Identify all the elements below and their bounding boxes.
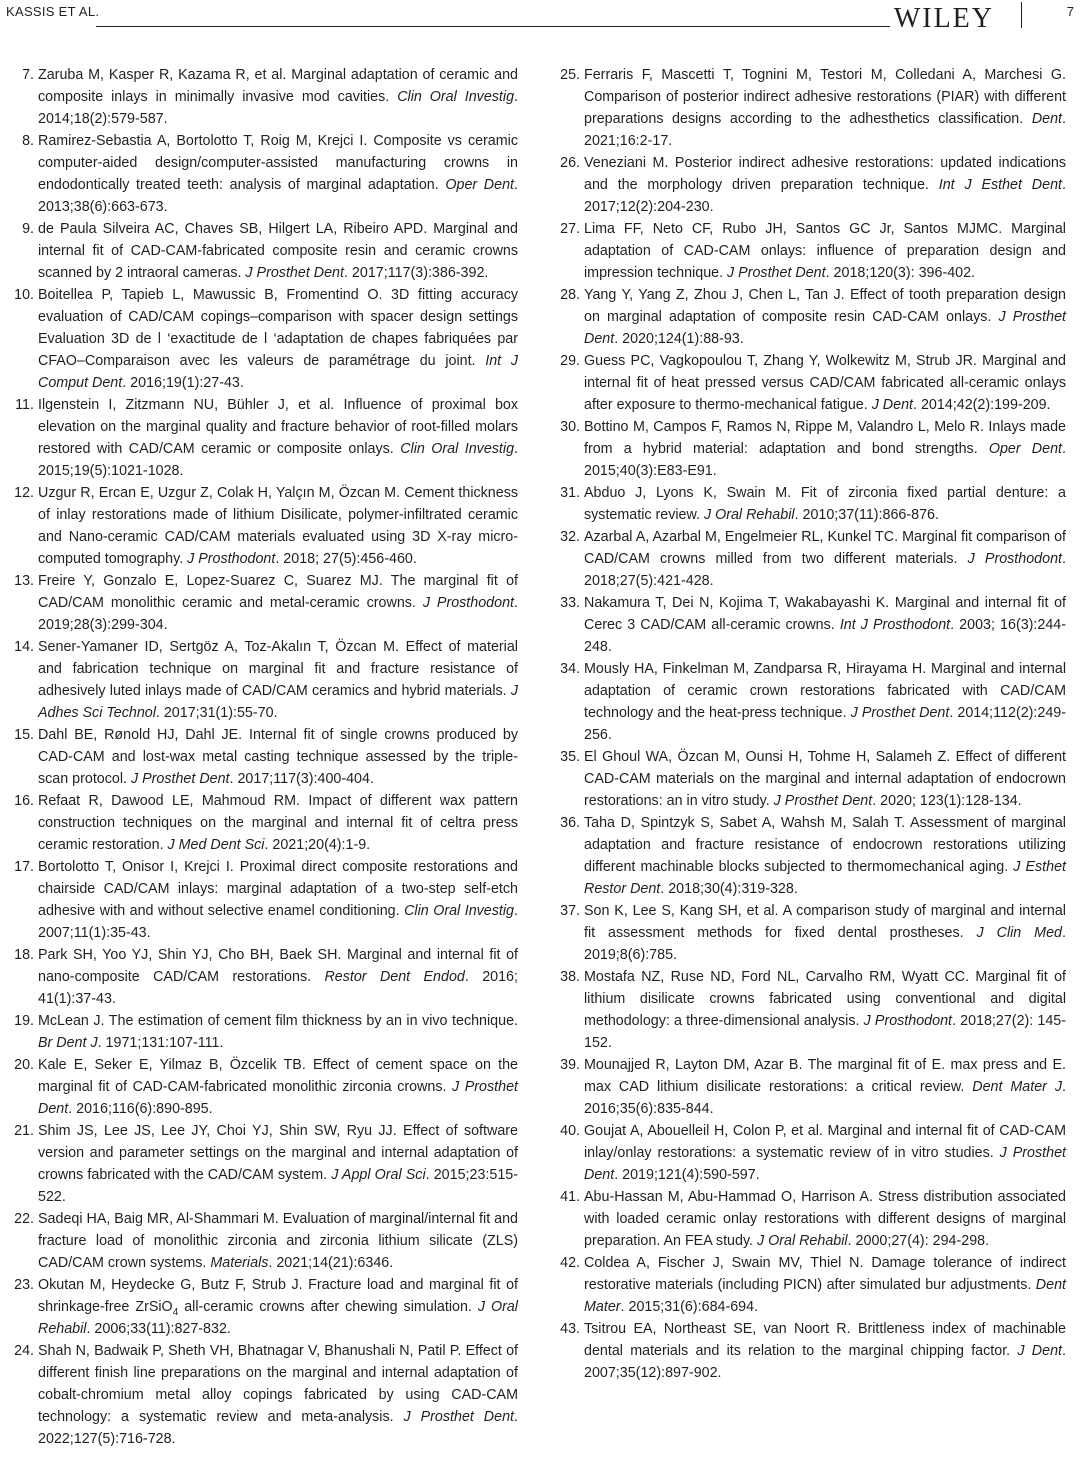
reference-authors-title: Lima FF, Neto CF, Rubo JH, Santos GC Jr, Santos MJMC. Marginal adaptation of CAD-CAM onlays: influence of preparation design and impression technique. (584, 221, 1066, 281)
reference-journal: J Oral Rehabil (757, 1233, 848, 1249)
reference-text (38, 1211, 518, 1271)
reference-authors-title: de Paula Silveira AC, Chaves SB, Hilgert LA, Ribeiro APD. Marginal and internal fit of CAD-CAM-fabricated composite resin and ceramic crowns scanned by 2 intraoral cameras. (38, 221, 518, 281)
reference-citation: . 2017;12(2):204-230. (584, 177, 1066, 215)
reference-journal: Br Dent J (38, 1035, 98, 1051)
reference-item (556, 658, 1066, 746)
reference-citation: . 2010;37(11):866-876. (794, 507, 939, 523)
reference-authors-title: Veneziani M. Posterior indirect adhesive restorations: updated indications and the morphology driven preparation technique. (584, 155, 1066, 193)
reference-text (38, 947, 518, 1007)
reference-authors-title: Taha D, Spintzyk S, Sabet A, Wahsh M, Salah T. Assessment of marginal adaptation and fracture resistance of endocrown restorations utilizing different machinable blocks subjected to thermomechanical aging. (584, 815, 1066, 875)
reference-number: 20. (14, 1057, 34, 1073)
reference-authors-title: Kale E, Seker E, Yilmaz B, Özcelik TB. Effect of cement space on the marginal fit of CAD-CAM-fabricated monolithic zirconia crowns. (38, 1057, 518, 1095)
reference-text (584, 419, 1066, 479)
reference-citation: . 2014;112(2):249-256. (584, 705, 1067, 743)
reference-citation: . 2007;11(1):35-43. (38, 903, 518, 941)
reference-citation: . 2006;33(11):827-832. (86, 1321, 231, 1337)
reference-number: 43. (560, 1321, 580, 1337)
reference-citation: . 2021;16:2-17. (584, 111, 1066, 149)
reference-authors-title: Bottino M, Campos F, Ramos N, Rippe M, Valandro L, Melo R. Inlays made from a hybrid material: adaptation and bond strengths. (584, 419, 1066, 457)
reference-authors-title: Azarbal A, Azarbal M, Engelmeier RL, Kunkel TC. Marginal fit comparison of CAD/CAM crowns milled from two different materials. (584, 529, 1066, 567)
reference-number: 42. (560, 1255, 580, 1271)
reference-item (556, 1054, 1066, 1120)
reference-journal: Restor Dent Endod (324, 969, 465, 985)
reference-text (584, 1057, 1066, 1117)
reference-citation: . 2000;27(4): 294-298. (847, 1233, 990, 1249)
reference-item (556, 592, 1066, 658)
reference-citation: . 2019;8(6):785. (584, 925, 1066, 963)
reference-text (38, 1013, 518, 1051)
reference-text (38, 573, 518, 633)
reference-text (584, 485, 1066, 523)
reference-text (38, 1057, 518, 1117)
reference-text (38, 793, 518, 853)
reference-item (556, 812, 1066, 900)
publisher-logo: WILEY (890, 3, 998, 35)
reference-journal: J Dent (871, 397, 914, 413)
reference-text (584, 155, 1066, 215)
running-head-authors: KASSIS ET AL. (6, 4, 100, 19)
reference-text (38, 287, 518, 391)
reference-number: 9. (22, 221, 34, 237)
reference-authors-title: Shah N, Badwaik P, Sheth VH, Bhatnagar V, Bhanushali N, Patil P. Effect of different finish line preparations on the marginal and internal adaptation of cobalt-chromium metal alloy copings fabricated by using CAD-CAM technology: a systematic review and meta-analysis. (38, 1343, 518, 1425)
reference-number: 41. (560, 1189, 580, 1205)
reference-authors-title: McLean J. The estimation of cement film thickness by an in vivo technique. (38, 1013, 518, 1029)
reference-journal: J Prosthet Dent (727, 265, 826, 281)
reference-citation: . 2016; 41(1):37-43. (38, 969, 518, 1007)
reference-authors-title: Guess PC, Vagkopoulou T, Zhang Y, Wolkewitz M, Strub JR. Marginal and internal fit of heat pressed versus CAD/CAM fabricated all-ceramic onlays after exposure to thermo-mechanical fatigue. (584, 353, 1066, 413)
reference-text (584, 661, 1066, 743)
reference-citation: . 2017;117(3):400-404. (229, 771, 374, 787)
reference-journal: Dent Mater (584, 1277, 1066, 1315)
reference-citation: . 2022;127(5):716-728. (38, 1409, 518, 1447)
reference-text (584, 749, 1066, 809)
reference-journal: Materials (210, 1255, 269, 1271)
reference-citation: . 2015;31(6):684-694. (620, 1299, 759, 1315)
reference-number: 33. (560, 595, 580, 611)
reference-number: 25. (560, 67, 580, 83)
reference-citation: . 2007;35(12):897-902. (584, 1343, 1066, 1381)
reference-number: 40. (560, 1123, 580, 1139)
reference-number: 11. (15, 397, 34, 413)
reference-journal: J Prosthet Dent (584, 1145, 1066, 1183)
reference-number: 21. (14, 1123, 34, 1139)
reference-text (38, 1343, 518, 1447)
reference-item (10, 944, 518, 1010)
reference-item (556, 218, 1066, 284)
reference-citation: . 2021;20(4):1-9. (264, 837, 371, 853)
reference-citation: . 2021;14(21):6346. (268, 1255, 394, 1271)
reference-text (38, 1123, 518, 1205)
reference-citation: . 2017;31(1):55-70. (155, 705, 278, 721)
reference-number: 14. (14, 639, 34, 655)
reference-item (556, 526, 1066, 592)
reference-text (584, 1255, 1066, 1315)
reference-number: 10. (14, 287, 34, 303)
header-separator (1021, 2, 1022, 28)
reference-journal: Dent Mater J (972, 1079, 1063, 1095)
reference-authors-title: Mounajjed R, Layton DM, Azar B. The marginal fit of E. max press and E. max CAD lithium disilicate restorations: a critical review. (584, 1057, 1066, 1095)
reference-authors-title: Shim JS, Lee JS, Lee JY, Choi YJ, Shin SW, Ryu JJ. Effect of software version and parameter settings on the marginal and internal adaptation of crowns fabricated with the CAD/CAM system. (38, 1123, 518, 1183)
reference-text (584, 1189, 1066, 1249)
reference-journal: Clin Oral Investig (404, 903, 514, 919)
reference-journal: J Clin Med (976, 925, 1062, 941)
reference-journal: J Prosthet Dent (38, 1079, 518, 1117)
reference-item (10, 482, 518, 570)
reference-item (556, 1252, 1066, 1318)
reference-journal: Clin Oral Investig (400, 441, 515, 457)
reference-authors-title: Coldea A, Fischer J, Swain MV, Thiel N. Damage tolerance of indirect restorative materials (including PICN) after simulated bur adjustments. (584, 1255, 1066, 1293)
reference-item (10, 218, 518, 284)
reference-number: 17. (14, 859, 34, 875)
reference-authors-title: Abduo J, Lyons K, Swain M. Fit of zirconia fixed partial denture: a systematic review. (584, 485, 1066, 523)
reference-text (584, 1321, 1066, 1381)
reference-item (556, 1186, 1066, 1252)
reference-text (584, 815, 1066, 897)
reference-text (584, 529, 1066, 589)
reference-journal: J Prosthet Dent (850, 705, 950, 721)
reference-item (556, 482, 1066, 526)
reference-item (556, 1120, 1066, 1186)
reference-journal: J Med Dent Sci (167, 837, 265, 853)
reference-citation: . 2020;124(1):88-93. (614, 331, 744, 347)
reference-citation: . 2018;27(5):421-428. (584, 551, 1066, 589)
reference-journal: J Prosthodont (187, 551, 276, 567)
reference-journal: Oper Dent (988, 441, 1062, 457)
reference-item (556, 350, 1066, 416)
reference-citation: . 2019;28(3):299-304. (38, 595, 518, 633)
reference-citation: . 2015;23:515-522. (38, 1167, 518, 1205)
reference-item (556, 64, 1066, 152)
reference-item (10, 1054, 518, 1120)
reference-journal: J Prosthet Dent (245, 265, 344, 281)
reference-journal: J Esthet Restor Dent (584, 859, 1066, 897)
reference-item (10, 1120, 518, 1208)
reference-number: 29. (560, 353, 580, 369)
reference-number: 26. (560, 155, 580, 171)
reference-journal: J Appl Oral Sci (331, 1167, 426, 1183)
reference-text (38, 859, 518, 941)
reference-number: 15. (14, 727, 34, 743)
reference-item (10, 64, 518, 130)
reference-item (10, 1274, 518, 1340)
reference-number: 30. (560, 419, 580, 435)
references-column-left (10, 64, 518, 1450)
reference-item (10, 284, 518, 394)
reference-citation: . 2018;27(2): 145-152. (584, 1013, 1067, 1051)
reference-authors-title: Freire Y, Gonzalo E, Lopez-Suarez C, Suarez MJ. The marginal fit of CAD/CAM monolithic ceramic and metal-ceramic crowns. (38, 573, 518, 611)
reference-authors-title: Mously HA, Finkelman M, Zandparsa R, Hirayama H. Marginal and internal adaptation of ceramic crown restorations fabricated with CAD/CAM technology and the heat-press technique. (584, 661, 1066, 721)
reference-authors-title: Bortolotto T, Onisor I, Krejci I. Proximal direct composite restorations and chairside CAD/CAM inlays: marginal adaptation of a two-step self-etch adhesive with and without selective enamel conditioning. (38, 859, 518, 919)
reference-item (10, 856, 518, 944)
reference-number: 18. (14, 947, 34, 963)
reference-number: 35. (560, 749, 580, 765)
reference-authors-title: Park SH, Yoo YJ, Shin YJ, Cho BH, Baek SH. Marginal and internal fit of nano-composite CAD/CAM restorations. (38, 947, 518, 985)
reference-number: 32. (560, 529, 580, 545)
reference-title-continued: all-ceramic crowns after chewing simulation. (178, 1299, 478, 1315)
reference-text (38, 639, 518, 721)
reference-text (584, 969, 1066, 1051)
reference-item (556, 746, 1066, 812)
reference-item (556, 152, 1066, 218)
reference-authors-title: Goujat A, Abouelleil H, Colon P, et al. Marginal and internal fit of CAD-CAM inlay/onlay restorations: a systematic review of in vitro studies. (584, 1123, 1066, 1161)
reference-citation: . 2016;35(6):835-844. (584, 1079, 1066, 1117)
reference-authors-title: Abu-Hassan M, Abu-Hammad O, Harrison A. Stress distribution associated with loaded ceramic onlay restorations with different designs of marginal preparation. An FEA study. (584, 1189, 1066, 1249)
reference-journal: J Oral Rehabil (703, 507, 795, 523)
reference-text (584, 903, 1066, 963)
reference-number: 24. (14, 1343, 34, 1359)
reference-authors-title: Nakamura T, Dei N, Kojima T, Wakabayashi K. Marginal and internal fit of Cerec 3 CAD/CAM all-ceramic crowns. (584, 595, 1066, 633)
reference-number: 39. (560, 1057, 580, 1073)
reference-item (10, 724, 518, 790)
reference-text (584, 1123, 1066, 1183)
reference-number: 7. (22, 67, 34, 83)
references-column-right (556, 64, 1066, 1384)
reference-text (584, 595, 1066, 655)
reference-item (10, 570, 518, 636)
reference-number: 38. (560, 969, 580, 985)
reference-number: 8. (22, 133, 34, 149)
reference-journal: J Prosthet Dent (584, 309, 1067, 347)
reference-text (38, 1277, 518, 1337)
reference-text (584, 67, 1066, 149)
reference-citation: . 2014;18(2):579-587. (38, 89, 519, 127)
reference-citation: . 2015;40(3):E83-E91. (584, 441, 1066, 479)
reference-authors-title: Okutan M, Heydecke G, Butz F, Strub J. Fracture load and marginal fit of shrinkage-free ZrSiO (38, 1277, 518, 1315)
reference-journal: J Dent (1017, 1343, 1063, 1359)
reference-journal: J Adhes Sci Technol (38, 683, 518, 721)
reference-authors-title: Sener-Yamaner ID, Sertgöz A, Toz-Akalın T, Özcan M. Effect of material and fabrication technique on marginal fit and fracture resistance of adhesively luted inlays made of CAD/CAM ceramics and hybrid materials. (38, 639, 518, 699)
reference-authors-title: Son K, Lee S, Kang SH, et al. A comparison study of marginal and internal fit assessment methods for fixed dental prostheses. (584, 903, 1066, 941)
reference-citation: . 2015;19(5):1021-1028. (38, 441, 519, 479)
reference-item (10, 1340, 518, 1450)
reference-number: 16. (14, 793, 34, 809)
reference-authors-title: Uzgur R, Ercan E, Uzgur Z, Colak H, Yalçın M, Özcan M. Cement thickness of inlay restorations made of lithium Disilicate, polymer-infiltrated ceramic and Nano-ceramic CAD/CAM materials evaluated using 3D X-ray micro-computed tomography. (38, 485, 518, 567)
reference-citation: . 2018;120(3): 396-402. (825, 265, 976, 281)
reference-item (10, 1208, 518, 1274)
reference-item (556, 900, 1066, 966)
reference-citation: . 2018; 27(5):456-460. (275, 551, 417, 567)
reference-journal: Int J Esthet Dent (938, 177, 1063, 193)
reference-item (10, 1010, 518, 1054)
reference-item (556, 1318, 1066, 1384)
reference-citation: . 2018;30(4):319-328. (660, 881, 798, 897)
reference-journal: Oper Dent (445, 177, 515, 193)
reference-number: 13. (14, 573, 34, 589)
reference-text (38, 221, 518, 281)
reference-journal: Int J Comput Dent (38, 353, 518, 391)
reference-text (38, 485, 518, 567)
reference-number: 12. (14, 485, 34, 501)
reference-item (10, 394, 518, 482)
reference-citation: . 2017;117(3):386-392. (343, 265, 489, 281)
reference-authors-title: Ilgenstein I, Zitzmann NU, Bühler J, et al. Influence of proximal box elevation on the marginal quality and fracture behavior of root-filled molars restored with CAD/CAM ceramic or composite onlays. (38, 397, 518, 457)
reference-authors-title: Sadeqi HA, Baig MR, Al-Shammari M. Evaluation of marginal/internal fit and fracture load of monolithic zirconia and zirconia lithium silicate (ZLS) CAD/CAM crown systems. (38, 1211, 518, 1271)
reference-text (38, 397, 518, 479)
reference-journal: J Prosthodont (863, 1013, 953, 1029)
reference-journal: Int J Prosthodont (839, 617, 951, 633)
reference-authors-title: Dahl BE, Rønold HJ, Dahl JE. Internal fit of single crowns produced by CAD-CAM and lost-wax metal casting technique assessed by the triple-scan protocol. (38, 727, 518, 787)
reference-authors-title: Refaat R, Dawood LE, Mahmoud RM. Impact of different wax pattern construction techniques on the marginal and internal fit of celtra press ceramic restoration. (38, 793, 518, 853)
reference-item (10, 790, 518, 856)
reference-number: 37. (560, 903, 580, 919)
reference-number: 19. (14, 1013, 34, 1029)
reference-authors-title: Boitellea P, Tapieb L, Mawussic B, Fromentind O. 3D fitting accuracy evaluation of CAD/CAM copings–comparison with spacer design settings Evaluation 3D de l ‘exactitude de l ‘adaptation de chapes fabriquées par CFAO–Comparaison avec les valeurs de paramétrage du joint. (38, 287, 518, 369)
reference-journal: J Prosthodont (967, 551, 1063, 567)
reference-journal: J Prosthodont (422, 595, 515, 611)
reference-number: 27. (560, 221, 580, 237)
reference-authors-title: Ramirez-Sebastia A, Bortolotto T, Roig M, Krejci I. Composite vs ceramic computer-aided design/computer-assisted manufacturing crowns in endodontically treated teeth: analysis of marginal adaptation. (38, 133, 518, 193)
reference-subscript: 4 (172, 1306, 179, 1318)
reference-citation: . 2020; 123(1):128-134. (872, 793, 1022, 809)
reference-text (38, 133, 518, 215)
reference-citation: . 2014;42(2):199-209. (913, 397, 1051, 413)
reference-item (10, 636, 518, 724)
reference-journal: J Prosthet Dent (773, 793, 873, 809)
reference-citation: . 2016;116(6):890-895. (68, 1101, 213, 1117)
reference-authors-title: Yang Y, Yang Z, Zhou J, Chen L, Tan J. Effect of tooth preparation design on marginal adaptation of composite resin CAD-CAM onlays. (584, 287, 1066, 325)
reference-citation: . 2003; 16(3):244-248. (584, 617, 1067, 655)
reference-authors-title: El Ghoul WA, Özcan M, Ounsi H, Tohme H, Salameh Z. Effect of different CAD-CAM materials on the marginal and internal adaptation of endocrown restorations: an in vitro study. (584, 749, 1066, 809)
reference-item (556, 966, 1066, 1054)
reference-item (556, 416, 1066, 482)
reference-journal: Dent (1031, 111, 1063, 127)
reference-citation: . 2019;121(4):590-597. (614, 1167, 760, 1183)
reference-number: 28. (560, 287, 580, 303)
page-header (0, 0, 1080, 36)
reference-authors-title: Ferraris F, Mascetti T, Tognini M, Testori M, Colledani A, Marchesi G. Comparison of posterior indirect adhesive restorations (PIAR) with different preparations designs according to the adhesthetics classification. (584, 67, 1066, 127)
reference-citation: . 2013;38(6):663-673. (38, 177, 518, 215)
reference-authors-title: Tsitrou EA, Northeast SE, van Noort R. Brittleness index of machinable dental materials and its relation to the marginal chipping factor. (584, 1321, 1066, 1359)
reference-item (556, 284, 1066, 350)
reference-number: 36. (560, 815, 580, 831)
reference-item (10, 130, 518, 218)
header-rule (96, 26, 988, 27)
reference-journal: J Oral Rehabil (38, 1299, 518, 1337)
page-number: 7 (1066, 4, 1074, 19)
reference-authors-title: Zaruba M, Kasper R, Kazama R, et al. Marginal adaptation of ceramic and composite inlays in minimally invasive mod cavities. (38, 67, 518, 105)
reference-journal: J Prosthet Dent (403, 1409, 515, 1425)
reference-citation: . 2016;19(1):27-43. (122, 375, 244, 391)
reference-text (38, 67, 518, 127)
reference-journal: J Prosthet Dent (130, 771, 230, 787)
reference-text (584, 221, 1066, 281)
reference-authors-title: Mostafa NZ, Ruse ND, Ford NL, Carvalho RM, Wyatt CC. Marginal fit of lithium disilicate crowns fabricated using conventional and digital methodology: a three-dimensional analysis. (584, 969, 1066, 1029)
reference-number: 23. (14, 1277, 34, 1293)
reference-text (584, 287, 1066, 347)
reference-number: 22. (14, 1211, 34, 1227)
reference-journal: Clin Oral Investig (397, 89, 515, 105)
reference-citation: . 1971;131:107-111. (97, 1035, 224, 1051)
reference-number: 34. (560, 661, 580, 677)
reference-text (584, 353, 1066, 413)
reference-number: 31. (560, 485, 580, 501)
reference-text (38, 727, 518, 787)
